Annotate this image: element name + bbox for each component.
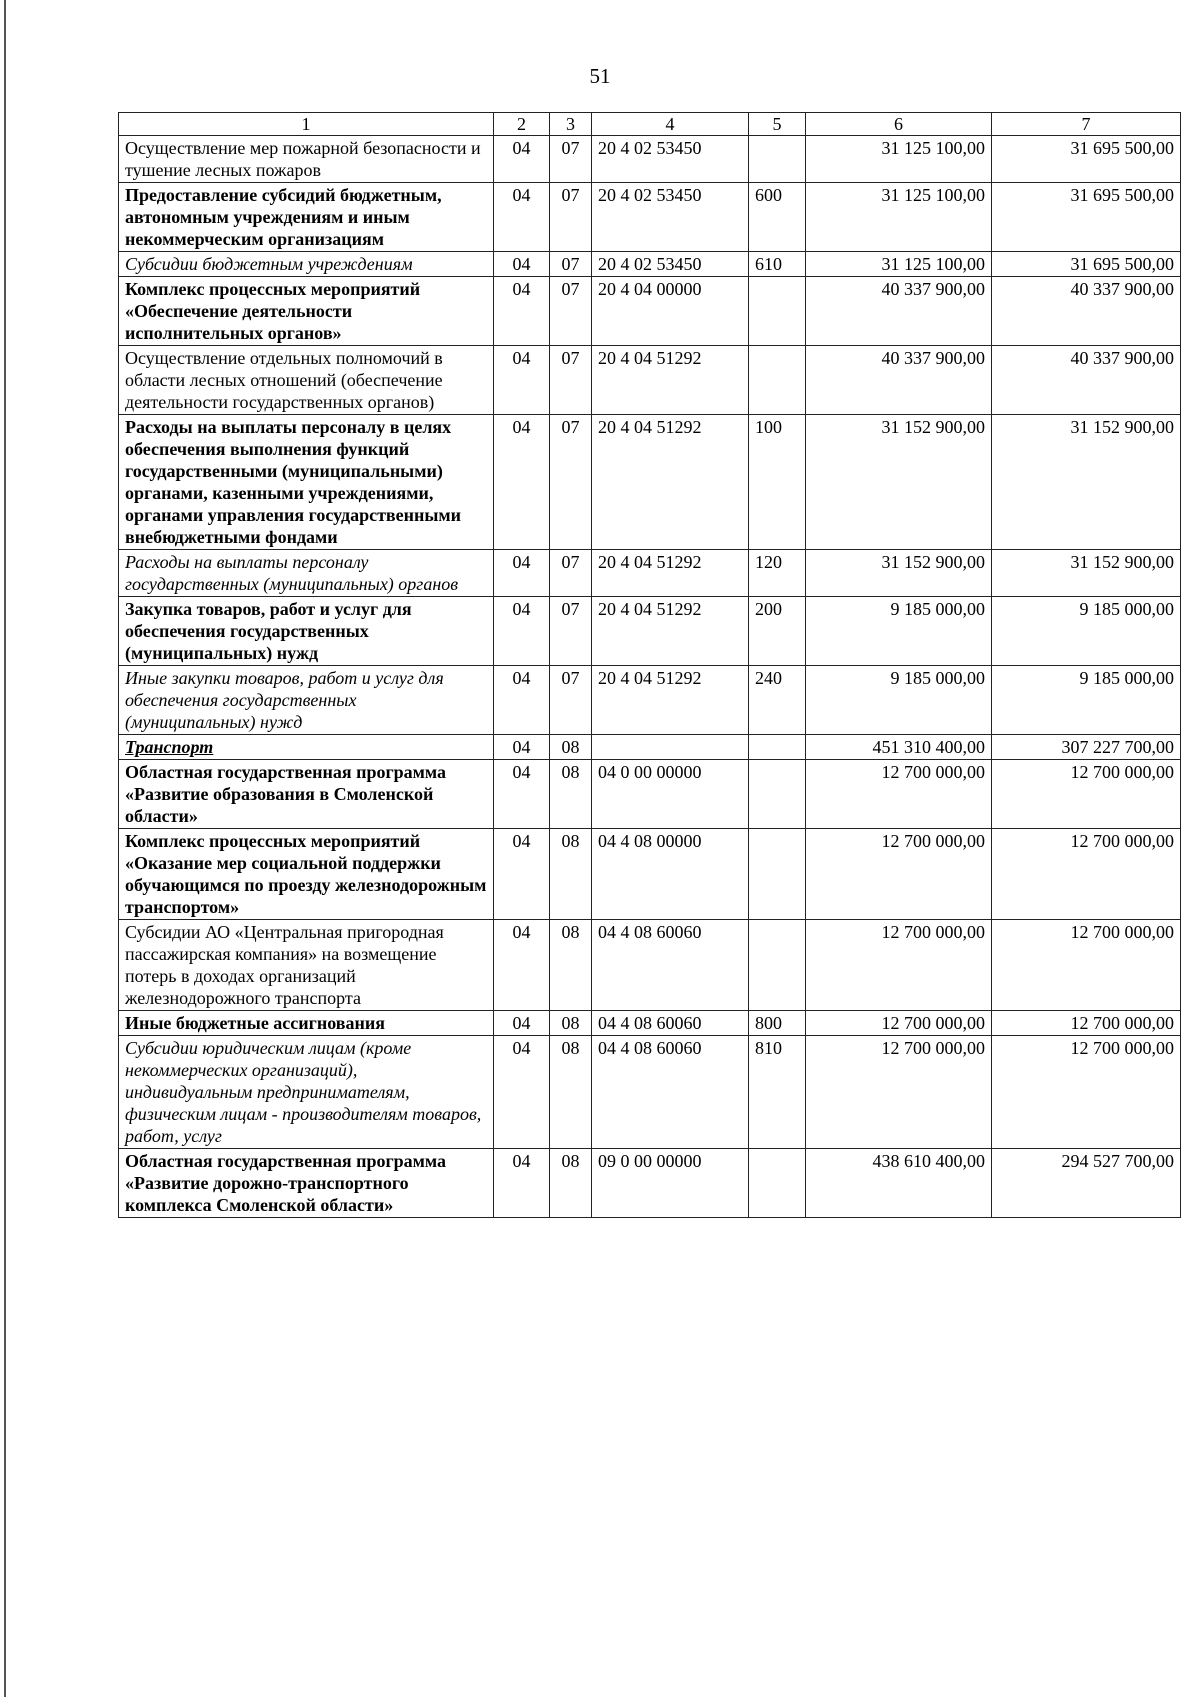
column-header: 6 [806, 113, 992, 136]
table-row [119, 829, 1181, 920]
expense-type-cell: 800 [749, 1011, 806, 1036]
section-code-cell: 04 [494, 735, 550, 760]
row-name-cell: Комплекс процессных мероприятий «Обеспечение деятельности исполнительных органов» [119, 277, 494, 346]
target-article-cell: 04 4 08 00000 [592, 829, 749, 920]
amount-col7-cell: 12 700 000,00 [992, 829, 1181, 920]
row-name-cell: Субсидии АО «Центральная пригородная пассажирская компания» на возмещение потерь в доходах организаций железнодорожного транспорта [119, 920, 494, 1011]
subsection-code-cell: 08 [550, 1036, 592, 1149]
amount-col7-cell: 294 527 700,00 [992, 1149, 1181, 1218]
amount-col7-cell: 12 700 000,00 [992, 760, 1181, 829]
subsection-code-cell: 07 [550, 136, 592, 183]
expense-type-cell: 200 [749, 597, 806, 666]
amount-col7-cell: 31 152 900,00 [992, 415, 1181, 550]
amount-col6-cell: 12 700 000,00 [806, 760, 992, 829]
budget-table [118, 112, 1181, 1218]
expense-type-cell: 120 [749, 550, 806, 597]
amount-col7-cell: 307 227 700,00 [992, 735, 1181, 760]
subsection-code-cell: 08 [550, 829, 592, 920]
table-row [119, 415, 1181, 550]
row-name-cell: Осуществление мер пожарной безопасности и тушение лесных пожаров [119, 136, 494, 183]
row-name-cell: Областная государственная программа «Развитие дорожно-транспортного комплекса Смоленской области» [119, 1149, 494, 1218]
column-header: 4 [592, 113, 749, 136]
amount-col6-cell: 12 700 000,00 [806, 1036, 992, 1149]
subsection-code-cell: 07 [550, 597, 592, 666]
row-name-cell: Субсидии бюджетным учреждениям [119, 252, 494, 277]
section-code-cell: 04 [494, 920, 550, 1011]
expense-type-cell [749, 829, 806, 920]
section-code-cell: 04 [494, 136, 550, 183]
target-article-cell: 04 4 08 60060 [592, 920, 749, 1011]
amount-col6-cell: 31 152 900,00 [806, 415, 992, 550]
expense-type-cell [749, 346, 806, 415]
subsection-code-cell: 07 [550, 415, 592, 550]
table-row [119, 735, 1181, 760]
table-row [119, 550, 1181, 597]
subsection-code-cell: 08 [550, 760, 592, 829]
target-article-cell: 20 4 02 53450 [592, 252, 749, 277]
subsection-code-cell: 07 [550, 346, 592, 415]
column-header: 1 [119, 113, 494, 136]
amount-col7-cell: 31 152 900,00 [992, 550, 1181, 597]
expense-type-cell [749, 760, 806, 829]
table-row [119, 183, 1181, 252]
section-code-cell: 04 [494, 346, 550, 415]
table-row [119, 277, 1181, 346]
table-row [119, 666, 1181, 735]
amount-col6-cell: 31 125 100,00 [806, 252, 992, 277]
expense-type-cell: 240 [749, 666, 806, 735]
row-name-cell: Закупка товаров, работ и услуг для обеспечения государственных (муниципальных) нужд [119, 597, 494, 666]
section-code-cell: 04 [494, 1149, 550, 1218]
column-header: 5 [749, 113, 806, 136]
expense-type-cell [749, 920, 806, 1011]
target-article-cell: 20 4 04 00000 [592, 277, 749, 346]
section-code-cell: 04 [494, 277, 550, 346]
target-article-cell: 04 4 08 60060 [592, 1011, 749, 1036]
amount-col6-cell: 31 152 900,00 [806, 550, 992, 597]
row-name-cell: Комплекс процессных мероприятий «Оказание мер социальной поддержки обучающимся по проезду железнодорожным транспортом» [119, 829, 494, 920]
section-code-cell: 04 [494, 1036, 550, 1149]
table-row [119, 920, 1181, 1011]
row-name-cell: Расходы на выплаты персоналу государственных (муниципальных) органов [119, 550, 494, 597]
target-article-cell: 20 4 02 53450 [592, 183, 749, 252]
amount-col7-cell: 31 695 500,00 [992, 136, 1181, 183]
section-code-cell: 04 [494, 666, 550, 735]
section-code-cell: 04 [494, 1011, 550, 1036]
row-name-cell: Осуществление отдельных полномочий в области лесных отношений (обеспечение деятельности государственных органов) [119, 346, 494, 415]
subsection-code-cell: 08 [550, 735, 592, 760]
subsection-code-cell: 07 [550, 252, 592, 277]
target-article-cell: 20 4 02 53450 [592, 136, 749, 183]
column-header: 3 [550, 113, 592, 136]
amount-col6-cell: 438 610 400,00 [806, 1149, 992, 1218]
column-header: 7 [992, 113, 1181, 136]
section-code-cell: 04 [494, 597, 550, 666]
section-code-cell: 04 [494, 829, 550, 920]
section-code-cell: 04 [494, 760, 550, 829]
expense-type-cell: 600 [749, 183, 806, 252]
expense-type-cell: 610 [749, 252, 806, 277]
row-name-cell: Расходы на выплаты персоналу в целях обеспечения выполнения функций государственными (муниципальными) органами, казенными учреждениями, органами управления государственными внебюджетными фондами [119, 415, 494, 550]
row-name-cell: Иные бюджетные ассигнования [119, 1011, 494, 1036]
section-code-cell: 04 [494, 183, 550, 252]
amount-col6-cell: 12 700 000,00 [806, 1011, 992, 1036]
column-number-row [119, 113, 1181, 136]
amount-col7-cell: 12 700 000,00 [992, 920, 1181, 1011]
section-code-cell: 04 [494, 252, 550, 277]
expense-type-cell [749, 277, 806, 346]
subsection-code-cell: 07 [550, 666, 592, 735]
table-row [119, 136, 1181, 183]
amount-col7-cell: 40 337 900,00 [992, 277, 1181, 346]
table-row [119, 597, 1181, 666]
table-row [119, 252, 1181, 277]
row-name-cell: Субсидии юридическим лицам (кроме некоммерческих организаций), индивидуальным предпринимателям, физическим лицам - производителям товаров, работ, услуг [119, 1036, 494, 1149]
page-margin-line [4, 0, 6, 1697]
amount-col6-cell: 31 125 100,00 [806, 136, 992, 183]
target-article-cell: 20 4 04 51292 [592, 666, 749, 735]
row-name-cell: Областная государственная программа «Развитие образования в Смоленской области» [119, 760, 494, 829]
amount-col7-cell: 9 185 000,00 [992, 666, 1181, 735]
expense-type-cell [749, 735, 806, 760]
amount-col7-cell: 31 695 500,00 [992, 252, 1181, 277]
amount-col7-cell: 12 700 000,00 [992, 1036, 1181, 1149]
amount-col7-cell: 9 185 000,00 [992, 597, 1181, 666]
target-article-cell: 20 4 04 51292 [592, 415, 749, 550]
target-article-cell: 04 0 00 00000 [592, 760, 749, 829]
subsection-code-cell: 08 [550, 1011, 592, 1036]
table-row [119, 346, 1181, 415]
row-name-cell: Предоставление субсидий бюджетным, автономным учреждениям и иным некоммерческим организациям [119, 183, 494, 252]
table-row [119, 1011, 1181, 1036]
table-row [119, 1149, 1181, 1218]
row-name-cell: Транспорт [119, 735, 494, 760]
table-row [119, 1036, 1181, 1149]
section-code-cell: 04 [494, 415, 550, 550]
amount-col7-cell: 12 700 000,00 [992, 1011, 1181, 1036]
target-article-cell [592, 735, 749, 760]
target-article-cell: 04 4 08 60060 [592, 1036, 749, 1149]
page-number: 51 [589, 64, 611, 88]
subsection-code-cell: 08 [550, 920, 592, 1011]
row-name-cell: Иные закупки товаров, работ и услуг для обеспечения государственных (муниципальных) нужд [119, 666, 494, 735]
expense-type-cell: 100 [749, 415, 806, 550]
amount-col6-cell: 12 700 000,00 [806, 920, 992, 1011]
target-article-cell: 09 0 00 00000 [592, 1149, 749, 1218]
subsection-code-cell: 08 [550, 1149, 592, 1218]
subsection-code-cell: 07 [550, 550, 592, 597]
amount-col6-cell: 9 185 000,00 [806, 666, 992, 735]
target-article-cell: 20 4 04 51292 [592, 597, 749, 666]
expense-type-cell [749, 136, 806, 183]
amount-col6-cell: 451 310 400,00 [806, 735, 992, 760]
section-code-cell: 04 [494, 550, 550, 597]
target-article-cell: 20 4 04 51292 [592, 550, 749, 597]
expense-type-cell: 810 [749, 1036, 806, 1149]
expense-type-cell [749, 1149, 806, 1218]
table-row [119, 760, 1181, 829]
column-header: 2 [494, 113, 550, 136]
amount-col6-cell: 12 700 000,00 [806, 829, 992, 920]
amount-col6-cell: 31 125 100,00 [806, 183, 992, 252]
amount-col6-cell: 9 185 000,00 [806, 597, 992, 666]
amount-col6-cell: 40 337 900,00 [806, 277, 992, 346]
subsection-code-cell: 07 [550, 183, 592, 252]
amount-col7-cell: 31 695 500,00 [992, 183, 1181, 252]
amount-col7-cell: 40 337 900,00 [992, 346, 1181, 415]
amount-col6-cell: 40 337 900,00 [806, 346, 992, 415]
subsection-code-cell: 07 [550, 277, 592, 346]
target-article-cell: 20 4 04 51292 [592, 346, 749, 415]
